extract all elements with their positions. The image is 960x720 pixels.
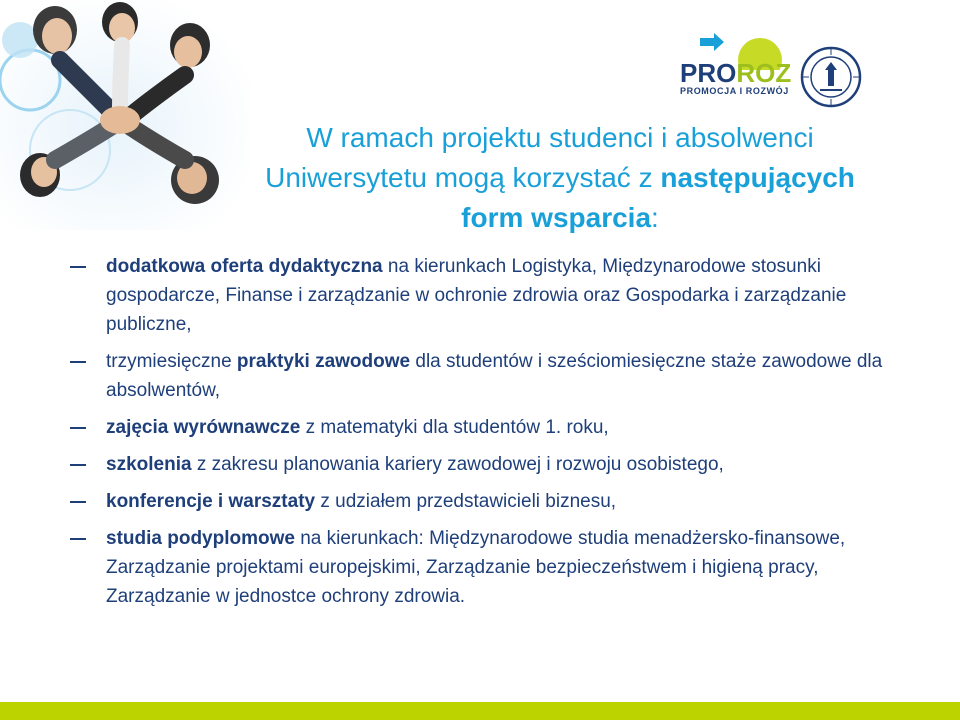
list-item: [70, 450, 920, 479]
dash-bullet-icon: [70, 464, 86, 466]
list-item-bold: szkolenia: [106, 454, 192, 475]
title-line-3-bold: form wsparcia: [461, 202, 652, 233]
list-item: [70, 487, 920, 516]
list-item-bold: praktyki zawodowe: [236, 351, 411, 372]
list-item-text: z matematyki dla studentów 1. roku,: [300, 417, 609, 438]
list-item-text: z zakresu planowania kariery zawodowej i rozwoju osobistego,: [191, 454, 724, 475]
proroz-logo-name: [680, 58, 791, 89]
dash-bullet-icon: [70, 361, 86, 363]
seal-icon: [800, 46, 862, 108]
list-item: [70, 347, 920, 405]
list-item-text: na kierunkach: Międzynarodowe studia menadżersko-finansowe, Zarządzanie projektami europejskimi, Zarządzanie bezpieczeństwem i higieną pracy, Zarządzanie w jednostce ochrony zdrowia.: [106, 528, 846, 607]
proroz-tagline: PROMOCJA I ROZWÓJ: [680, 86, 789, 96]
academy-seal-logo: [800, 46, 862, 108]
title-line-2: [190, 158, 930, 198]
title-line-2-bold: następujących: [660, 162, 855, 193]
list-item-bold: dodatkowa oferta dydaktyczna: [106, 256, 383, 277]
title-line-3: [190, 198, 930, 238]
list-item-text: dla studentów i sześciomiesięczne staże zawodowe dla absolwentów,: [106, 351, 883, 401]
list-item: [70, 524, 920, 611]
list-item: [70, 252, 920, 339]
list-item-bold: zajęcia wyrównawcze: [106, 417, 301, 438]
logo-pro-text: PRO: [680, 58, 737, 88]
title-line-1: W ramach projektu studenci i absolwenci: [306, 122, 814, 153]
list-item-text: z udziałem przedstawicieli biznesu,: [315, 491, 617, 512]
support-forms-list: [70, 252, 920, 619]
dash-bullet-icon: [70, 266, 86, 268]
list-item-pre: trzymiesięczne: [106, 351, 237, 372]
joined-hands: [100, 106, 140, 134]
slide-title: [190, 118, 930, 238]
logo-roz-text: ROZ: [736, 58, 792, 88]
bottom-stripe: [0, 702, 960, 720]
title-line-3-colon: :: [651, 202, 659, 233]
dash-bullet-icon: [70, 538, 86, 540]
list-item: [70, 413, 920, 442]
list-item-text: na kierunkach Logistyka, Międzynarodowe stosunki gospodarcze, Finanse i zarządzanie w ochronie zdrowia oraz Gospodarka i zarządzanie publiczne,: [106, 256, 847, 335]
list-item-bold: konferencje i warsztaty: [106, 491, 316, 512]
dash-bullet-icon: [70, 501, 86, 503]
dash-bullet-icon: [70, 427, 86, 429]
list-item-bold: studia podyplomowe: [106, 528, 295, 549]
title-line-2-text: Uniwersytetu mogą korzystać z: [265, 162, 661, 193]
proroz-logo: [676, 30, 792, 106]
